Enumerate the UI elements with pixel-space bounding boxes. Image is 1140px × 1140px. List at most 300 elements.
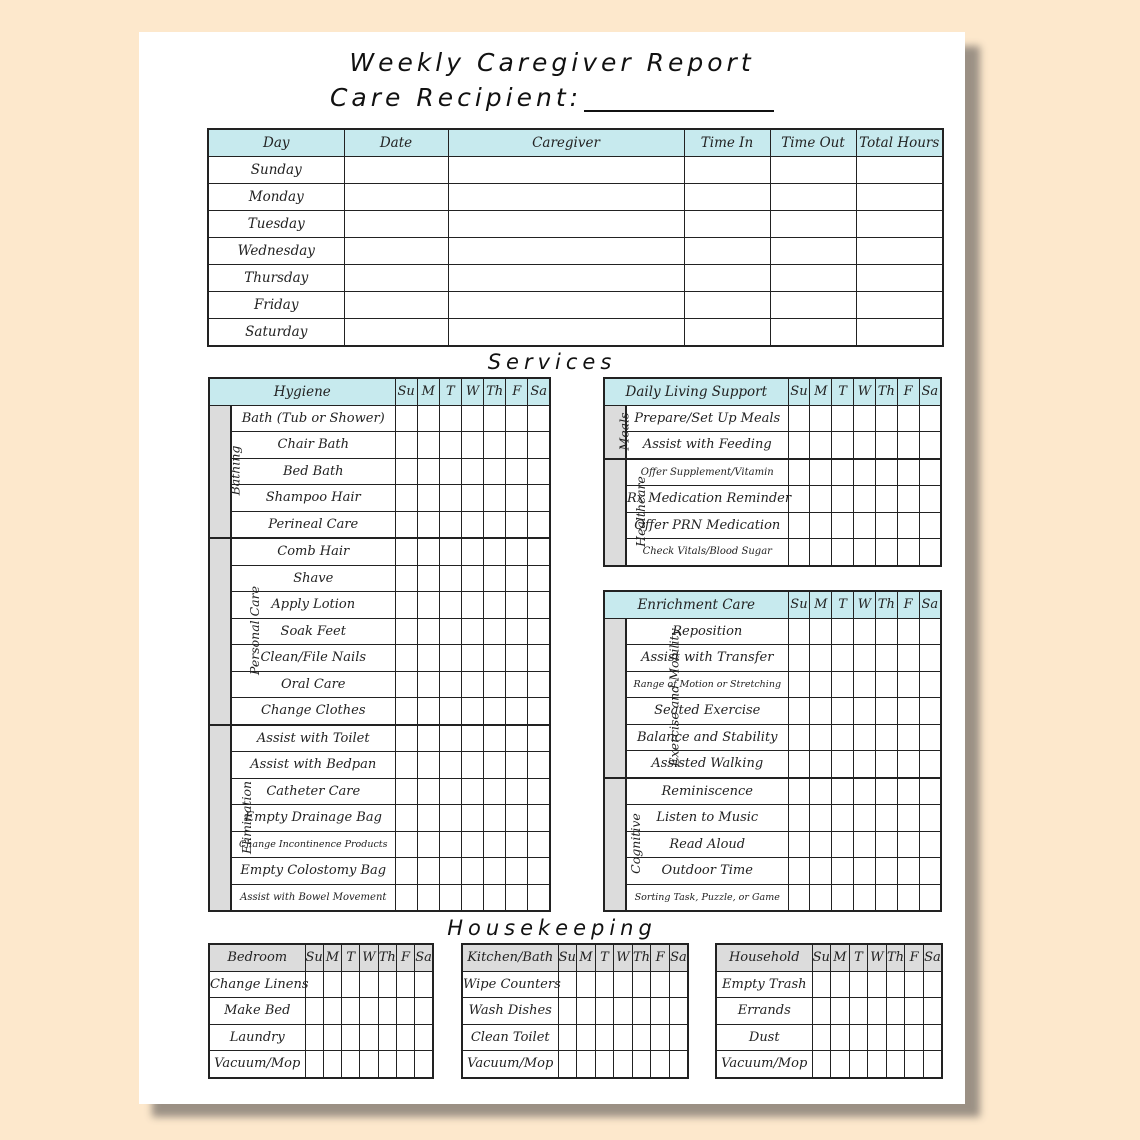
day-checkbox-cell[interactable] [506,752,528,779]
day-checkbox-cell[interactable] [395,671,417,698]
day-checkbox-cell[interactable] [528,858,550,885]
day-checkbox-cell[interactable] [897,539,919,566]
day-checkbox-cell[interactable] [528,698,550,725]
day-checkbox-cell[interactable] [832,751,854,778]
day-checkbox-cell[interactable] [395,565,417,592]
day-checkbox-cell[interactable] [417,645,439,672]
day-checkbox-cell[interactable] [919,831,941,858]
day-checkbox-cell[interactable] [854,805,876,832]
day-checkbox-cell[interactable] [897,778,919,805]
day-checkbox-cell[interactable] [395,511,417,538]
day-checkbox-cell[interactable] [614,1024,633,1051]
day-checkbox-cell[interactable] [854,778,876,805]
day-checkbox-cell[interactable] [461,671,483,698]
day-checkbox-cell[interactable] [395,645,417,672]
day-checkbox-cell[interactable] [417,778,439,805]
day-checkbox-cell[interactable] [342,998,360,1025]
day-checkbox-cell[interactable] [506,698,528,725]
day-checkbox-cell[interactable] [897,884,919,911]
day-checkbox-cell[interactable] [810,405,832,432]
day-checkbox-cell[interactable] [439,485,461,512]
day-checkbox-cell[interactable] [461,458,483,485]
day-checkbox-cell[interactable] [395,778,417,805]
day-checkbox-cell[interactable] [323,998,341,1025]
day-checkbox-cell[interactable] [528,592,550,619]
day-checkbox-cell[interactable] [919,405,941,432]
day-checkbox-cell[interactable] [439,538,461,565]
day-checkbox-cell[interactable] [417,858,439,885]
day-checkbox-cell[interactable] [632,998,651,1025]
day-checkbox-cell[interactable] [868,998,887,1025]
day-checkbox-cell[interactable] [832,645,854,672]
day-checkbox-cell[interactable] [919,884,941,911]
day-checkbox-cell[interactable] [323,1051,341,1078]
day-checkbox-cell[interactable] [875,512,897,539]
day-checkbox-cell[interactable] [919,512,941,539]
day-checkbox-cell[interactable] [439,778,461,805]
day-checkbox-cell[interactable] [595,971,614,998]
day-checkbox-cell[interactable] [875,432,897,459]
schedule-entry-cell[interactable] [344,184,448,211]
day-checkbox-cell[interactable] [417,405,439,432]
day-checkbox-cell[interactable] [417,725,439,752]
day-checkbox-cell[interactable] [854,858,876,885]
day-checkbox-cell[interactable] [832,539,854,566]
day-checkbox-cell[interactable] [558,1051,577,1078]
day-checkbox-cell[interactable] [415,1051,433,1078]
schedule-entry-cell[interactable] [684,238,770,265]
day-checkbox-cell[interactable] [897,645,919,672]
day-checkbox-cell[interactable] [923,1024,942,1051]
day-checkbox-cell[interactable] [577,1024,596,1051]
day-checkbox-cell[interactable] [417,831,439,858]
day-checkbox-cell[interactable] [417,565,439,592]
day-checkbox-cell[interactable] [528,805,550,832]
day-checkbox-cell[interactable] [506,671,528,698]
day-checkbox-cell[interactable] [875,831,897,858]
day-checkbox-cell[interactable] [788,698,810,725]
schedule-entry-cell[interactable] [856,157,943,184]
day-checkbox-cell[interactable] [461,752,483,779]
day-checkbox-cell[interactable] [875,698,897,725]
day-checkbox-cell[interactable] [528,511,550,538]
schedule-entry-cell[interactable] [684,211,770,238]
day-checkbox-cell[interactable] [854,539,876,566]
day-checkbox-cell[interactable] [484,458,506,485]
day-checkbox-cell[interactable] [788,512,810,539]
day-checkbox-cell[interactable] [378,1051,396,1078]
day-checkbox-cell[interactable] [854,724,876,751]
day-checkbox-cell[interactable] [417,671,439,698]
day-checkbox-cell[interactable] [528,432,550,459]
day-checkbox-cell[interactable] [905,1024,924,1051]
day-checkbox-cell[interactable] [484,405,506,432]
day-checkbox-cell[interactable] [484,565,506,592]
day-checkbox-cell[interactable] [810,698,832,725]
day-checkbox-cell[interactable] [897,486,919,513]
day-checkbox-cell[interactable] [854,751,876,778]
day-checkbox-cell[interactable] [832,805,854,832]
day-checkbox-cell[interactable] [378,1024,396,1051]
day-checkbox-cell[interactable] [484,725,506,752]
day-checkbox-cell[interactable] [897,698,919,725]
schedule-entry-cell[interactable] [856,238,943,265]
day-checkbox-cell[interactable] [919,486,941,513]
day-checkbox-cell[interactable] [395,831,417,858]
day-checkbox-cell[interactable] [897,459,919,486]
day-checkbox-cell[interactable] [417,618,439,645]
day-checkbox-cell[interactable] [439,592,461,619]
schedule-entry-cell[interactable] [770,319,856,347]
day-checkbox-cell[interactable] [417,538,439,565]
day-checkbox-cell[interactable] [305,1051,323,1078]
day-checkbox-cell[interactable] [897,858,919,885]
day-checkbox-cell[interactable] [595,1024,614,1051]
day-checkbox-cell[interactable] [396,971,414,998]
day-checkbox-cell[interactable] [461,645,483,672]
day-checkbox-cell[interactable] [528,884,550,911]
day-checkbox-cell[interactable] [439,884,461,911]
day-checkbox-cell[interactable] [378,998,396,1025]
day-checkbox-cell[interactable] [395,592,417,619]
day-checkbox-cell[interactable] [669,998,688,1025]
day-checkbox-cell[interactable] [810,645,832,672]
day-checkbox-cell[interactable] [788,539,810,566]
day-checkbox-cell[interactable] [812,1024,831,1051]
schedule-entry-cell[interactable] [344,319,448,347]
schedule-entry-cell[interactable] [448,211,684,238]
day-checkbox-cell[interactable] [788,671,810,698]
day-checkbox-cell[interactable] [788,405,810,432]
day-checkbox-cell[interactable] [484,698,506,725]
day-checkbox-cell[interactable] [788,778,810,805]
day-checkbox-cell[interactable] [506,805,528,832]
day-checkbox-cell[interactable] [439,405,461,432]
schedule-entry-cell[interactable] [684,184,770,211]
day-checkbox-cell[interactable] [854,698,876,725]
day-checkbox-cell[interactable] [417,485,439,512]
day-checkbox-cell[interactable] [897,671,919,698]
day-checkbox-cell[interactable] [905,1051,924,1078]
day-checkbox-cell[interactable] [832,858,854,885]
day-checkbox-cell[interactable] [395,752,417,779]
schedule-entry-cell[interactable] [344,211,448,238]
day-checkbox-cell[interactable] [897,751,919,778]
day-checkbox-cell[interactable] [323,971,341,998]
day-checkbox-cell[interactable] [810,512,832,539]
day-checkbox-cell[interactable] [788,618,810,645]
day-checkbox-cell[interactable] [506,645,528,672]
day-checkbox-cell[interactable] [897,432,919,459]
day-checkbox-cell[interactable] [417,432,439,459]
day-checkbox-cell[interactable] [923,1051,942,1078]
day-checkbox-cell[interactable] [868,1024,887,1051]
day-checkbox-cell[interactable] [875,618,897,645]
day-checkbox-cell[interactable] [528,538,550,565]
day-checkbox-cell[interactable] [854,618,876,645]
day-checkbox-cell[interactable] [849,1024,868,1051]
day-checkbox-cell[interactable] [506,592,528,619]
day-checkbox-cell[interactable] [395,618,417,645]
day-checkbox-cell[interactable] [788,459,810,486]
schedule-entry-cell[interactable] [770,184,856,211]
day-checkbox-cell[interactable] [484,538,506,565]
day-checkbox-cell[interactable] [875,645,897,672]
schedule-entry-cell[interactable] [770,265,856,292]
day-checkbox-cell[interactable] [506,884,528,911]
day-checkbox-cell[interactable] [506,858,528,885]
day-checkbox-cell[interactable] [810,831,832,858]
schedule-entry-cell[interactable] [344,292,448,319]
day-checkbox-cell[interactable] [595,1051,614,1078]
day-checkbox-cell[interactable] [669,1051,688,1078]
day-checkbox-cell[interactable] [810,539,832,566]
day-checkbox-cell[interactable] [506,565,528,592]
day-checkbox-cell[interactable] [395,538,417,565]
schedule-entry-cell[interactable] [344,238,448,265]
day-checkbox-cell[interactable] [417,884,439,911]
day-checkbox-cell[interactable] [484,432,506,459]
day-checkbox-cell[interactable] [506,511,528,538]
day-checkbox-cell[interactable] [439,565,461,592]
day-checkbox-cell[interactable] [528,458,550,485]
day-checkbox-cell[interactable] [461,831,483,858]
day-checkbox-cell[interactable] [905,998,924,1025]
day-checkbox-cell[interactable] [849,998,868,1025]
day-checkbox-cell[interactable] [461,538,483,565]
day-checkbox-cell[interactable] [875,405,897,432]
day-checkbox-cell[interactable] [832,671,854,698]
day-checkbox-cell[interactable] [919,671,941,698]
day-checkbox-cell[interactable] [810,486,832,513]
schedule-entry-cell[interactable] [856,319,943,347]
schedule-entry-cell[interactable] [684,292,770,319]
schedule-entry-cell[interactable] [770,238,856,265]
day-checkbox-cell[interactable] [897,805,919,832]
day-checkbox-cell[interactable] [484,752,506,779]
day-checkbox-cell[interactable] [506,485,528,512]
day-checkbox-cell[interactable] [461,884,483,911]
day-checkbox-cell[interactable] [849,1051,868,1078]
day-checkbox-cell[interactable] [360,1051,378,1078]
day-checkbox-cell[interactable] [484,884,506,911]
schedule-entry-cell[interactable] [344,157,448,184]
day-checkbox-cell[interactable] [854,405,876,432]
day-checkbox-cell[interactable] [395,485,417,512]
day-checkbox-cell[interactable] [788,486,810,513]
day-checkbox-cell[interactable] [919,858,941,885]
care-recipient-field[interactable] [584,88,774,112]
day-checkbox-cell[interactable] [415,971,433,998]
day-checkbox-cell[interactable] [360,998,378,1025]
day-checkbox-cell[interactable] [342,971,360,998]
day-checkbox-cell[interactable] [854,831,876,858]
day-checkbox-cell[interactable] [854,459,876,486]
day-checkbox-cell[interactable] [461,485,483,512]
day-checkbox-cell[interactable] [832,459,854,486]
day-checkbox-cell[interactable] [614,971,633,998]
day-checkbox-cell[interactable] [439,805,461,832]
day-checkbox-cell[interactable] [417,698,439,725]
day-checkbox-cell[interactable] [919,724,941,751]
day-checkbox-cell[interactable] [395,405,417,432]
day-checkbox-cell[interactable] [577,1051,596,1078]
day-checkbox-cell[interactable] [417,592,439,619]
day-checkbox-cell[interactable] [832,486,854,513]
day-checkbox-cell[interactable] [461,858,483,885]
day-checkbox-cell[interactable] [886,1051,905,1078]
day-checkbox-cell[interactable] [484,805,506,832]
day-checkbox-cell[interactable] [788,724,810,751]
day-checkbox-cell[interactable] [632,1051,651,1078]
day-checkbox-cell[interactable] [919,805,941,832]
day-checkbox-cell[interactable] [875,671,897,698]
day-checkbox-cell[interactable] [506,458,528,485]
schedule-entry-cell[interactable] [684,319,770,347]
day-checkbox-cell[interactable] [484,592,506,619]
day-checkbox-cell[interactable] [396,1024,414,1051]
day-checkbox-cell[interactable] [506,831,528,858]
day-checkbox-cell[interactable] [832,831,854,858]
day-checkbox-cell[interactable] [919,698,941,725]
schedule-entry-cell[interactable] [684,265,770,292]
day-checkbox-cell[interactable] [461,805,483,832]
day-checkbox-cell[interactable] [897,724,919,751]
day-checkbox-cell[interactable] [831,1024,850,1051]
day-checkbox-cell[interactable] [886,1024,905,1051]
day-checkbox-cell[interactable] [875,858,897,885]
day-checkbox-cell[interactable] [923,971,942,998]
day-checkbox-cell[interactable] [875,778,897,805]
day-checkbox-cell[interactable] [417,458,439,485]
day-checkbox-cell[interactable] [395,884,417,911]
day-checkbox-cell[interactable] [360,1024,378,1051]
day-checkbox-cell[interactable] [439,752,461,779]
day-checkbox-cell[interactable] [854,645,876,672]
day-checkbox-cell[interactable] [342,1051,360,1078]
day-checkbox-cell[interactable] [810,459,832,486]
day-checkbox-cell[interactable] [528,725,550,752]
day-checkbox-cell[interactable] [415,1024,433,1051]
day-checkbox-cell[interactable] [810,805,832,832]
day-checkbox-cell[interactable] [528,645,550,672]
day-checkbox-cell[interactable] [439,511,461,538]
schedule-entry-cell[interactable] [448,238,684,265]
day-checkbox-cell[interactable] [919,459,941,486]
day-checkbox-cell[interactable] [812,1051,831,1078]
day-checkbox-cell[interactable] [651,1051,670,1078]
day-checkbox-cell[interactable] [439,698,461,725]
day-checkbox-cell[interactable] [810,618,832,645]
day-checkbox-cell[interactable] [395,458,417,485]
day-checkbox-cell[interactable] [832,724,854,751]
day-checkbox-cell[interactable] [854,486,876,513]
day-checkbox-cell[interactable] [832,698,854,725]
day-checkbox-cell[interactable] [812,971,831,998]
day-checkbox-cell[interactable] [810,884,832,911]
day-checkbox-cell[interactable] [788,432,810,459]
schedule-entry-cell[interactable] [856,184,943,211]
day-checkbox-cell[interactable] [788,805,810,832]
day-checkbox-cell[interactable] [528,485,550,512]
day-checkbox-cell[interactable] [868,1051,887,1078]
schedule-entry-cell[interactable] [684,157,770,184]
day-checkbox-cell[interactable] [439,831,461,858]
day-checkbox-cell[interactable] [868,971,887,998]
day-checkbox-cell[interactable] [849,971,868,998]
day-checkbox-cell[interactable] [919,778,941,805]
day-checkbox-cell[interactable] [439,458,461,485]
schedule-entry-cell[interactable] [770,211,856,238]
day-checkbox-cell[interactable] [461,592,483,619]
day-checkbox-cell[interactable] [810,751,832,778]
day-checkbox-cell[interactable] [439,671,461,698]
day-checkbox-cell[interactable] [577,971,596,998]
day-checkbox-cell[interactable] [417,511,439,538]
day-checkbox-cell[interactable] [461,778,483,805]
day-checkbox-cell[interactable] [854,512,876,539]
day-checkbox-cell[interactable] [919,432,941,459]
day-checkbox-cell[interactable] [810,432,832,459]
day-checkbox-cell[interactable] [875,884,897,911]
day-checkbox-cell[interactable] [378,971,396,998]
day-checkbox-cell[interactable] [810,671,832,698]
day-checkbox-cell[interactable] [439,618,461,645]
day-checkbox-cell[interactable] [342,1024,360,1051]
schedule-entry-cell[interactable] [448,184,684,211]
schedule-entry-cell[interactable] [770,157,856,184]
day-checkbox-cell[interactable] [788,645,810,672]
day-checkbox-cell[interactable] [854,671,876,698]
day-checkbox-cell[interactable] [360,971,378,998]
day-checkbox-cell[interactable] [919,618,941,645]
day-checkbox-cell[interactable] [528,565,550,592]
day-checkbox-cell[interactable] [897,831,919,858]
day-checkbox-cell[interactable] [614,998,633,1025]
day-checkbox-cell[interactable] [484,618,506,645]
day-checkbox-cell[interactable] [832,778,854,805]
day-checkbox-cell[interactable] [854,432,876,459]
day-checkbox-cell[interactable] [595,998,614,1025]
day-checkbox-cell[interactable] [506,778,528,805]
day-checkbox-cell[interactable] [651,971,670,998]
day-checkbox-cell[interactable] [875,459,897,486]
day-checkbox-cell[interactable] [897,512,919,539]
day-checkbox-cell[interactable] [832,432,854,459]
day-checkbox-cell[interactable] [506,618,528,645]
day-checkbox-cell[interactable] [905,971,924,998]
day-checkbox-cell[interactable] [632,1024,651,1051]
day-checkbox-cell[interactable] [528,618,550,645]
day-checkbox-cell[interactable] [484,645,506,672]
day-checkbox-cell[interactable] [395,725,417,752]
day-checkbox-cell[interactable] [484,831,506,858]
day-checkbox-cell[interactable] [484,671,506,698]
schedule-entry-cell[interactable] [770,292,856,319]
day-checkbox-cell[interactable] [461,698,483,725]
day-checkbox-cell[interactable] [461,618,483,645]
day-checkbox-cell[interactable] [417,752,439,779]
day-checkbox-cell[interactable] [506,538,528,565]
day-checkbox-cell[interactable] [528,752,550,779]
day-checkbox-cell[interactable] [484,778,506,805]
day-checkbox-cell[interactable] [439,725,461,752]
day-checkbox-cell[interactable] [875,486,897,513]
day-checkbox-cell[interactable] [854,884,876,911]
day-checkbox-cell[interactable] [395,432,417,459]
day-checkbox-cell[interactable] [923,998,942,1025]
schedule-entry-cell[interactable] [344,265,448,292]
